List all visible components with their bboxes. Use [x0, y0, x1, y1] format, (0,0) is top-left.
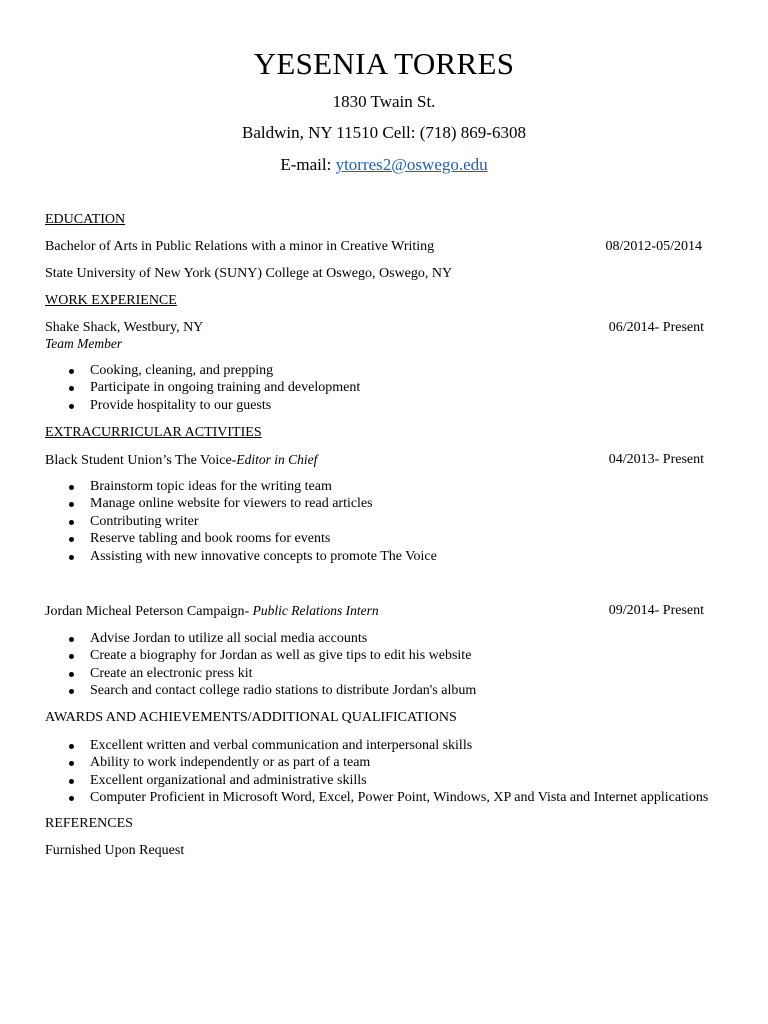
list-item: Excellent written and verbal communication and interpersonal skills — [45, 737, 708, 754]
work-dates: 06/2014- Present — [608, 320, 704, 335]
address-line: 1830 Twain St. — [332, 92, 436, 111]
list-item: Excellent organizational and administrative skills — [45, 772, 708, 789]
resume-name: YESENIA TORRES — [253, 46, 515, 81]
awards-list — [45, 737, 708, 807]
email-link[interactable]: ytorres2@oswego.edu — [335, 155, 488, 174]
email-line — [0, 155, 768, 175]
list-item: Assisting with new innovative concepts to promote The Voice — [45, 548, 437, 565]
work-employer: Shake Shack, Westbury, NY — [45, 320, 204, 335]
list-item: Computer Proficient in Microsoft Word, Excel, Power Point, Windows, XP and Vista and Internet applications — [45, 789, 708, 806]
list-item: Contributing writer — [45, 513, 437, 530]
activity-role: Public Relations Intern — [252, 603, 379, 618]
education-degree: Bachelor of Arts in Public Relations with a minor in Creative Writing — [45, 239, 435, 254]
activity-duties-list — [45, 630, 476, 700]
extracurricular-heading: EXTRACURRICULAR ACTIVITIES — [45, 425, 262, 440]
activity-dates: 04/2013- Present — [608, 452, 704, 467]
work-role: Team Member — [45, 336, 123, 351]
education-school: State University of New York (SUNY) College at Oswego, Oswego, NY — [45, 266, 453, 281]
activity-duties-list — [45, 478, 437, 565]
activity-org: Jordan Micheal Peterson Campaign- — [45, 604, 253, 619]
education-heading: EDUCATION — [45, 212, 126, 227]
list-item: Advise Jordan to utilize all social media accounts — [45, 630, 476, 647]
list-item: Cooking, cleaning, and prepping — [45, 362, 360, 379]
activity-role: Editor in Chief — [236, 452, 318, 467]
list-item: Reserve tabling and book rooms for events — [45, 530, 437, 547]
list-item: Participate in ongoing training and development — [45, 379, 360, 396]
activity-title — [45, 603, 379, 620]
awards-heading: AWARDS AND ACHIEVEMENTS/ADDITIONAL QUALIFICATIONS — [45, 710, 457, 725]
activity-dates: 09/2014- Present — [608, 603, 704, 618]
list-item: Create an electronic press kit — [45, 665, 476, 682]
list-item: Create a biography for Jordan as well as give tips to edit his website — [45, 647, 476, 664]
city-phone-line: Baldwin, NY 11510 Cell: (718) 869-6308 — [242, 123, 526, 142]
references-text: Furnished Upon Request — [45, 843, 185, 858]
references-heading: REFERENCES — [45, 816, 133, 831]
activity-title — [45, 452, 317, 469]
work-duties-list — [45, 362, 360, 414]
education-dates: 08/2012-05/2014 — [605, 239, 702, 254]
list-item: Provide hospitality to our guests — [45, 397, 360, 414]
list-item: Manage online website for viewers to read articles — [45, 495, 437, 512]
activity-org: Black Student Union’s The Voice- — [45, 453, 237, 468]
email-label: E-mail: — [280, 155, 332, 174]
work-heading: WORK EXPERIENCE — [45, 293, 177, 308]
list-item: Brainstorm topic ideas for the writing team — [45, 478, 437, 495]
list-item: Ability to work independently or as part of a team — [45, 754, 708, 771]
list-item: Search and contact college radio stations to distribute Jordan's album — [45, 682, 476, 699]
